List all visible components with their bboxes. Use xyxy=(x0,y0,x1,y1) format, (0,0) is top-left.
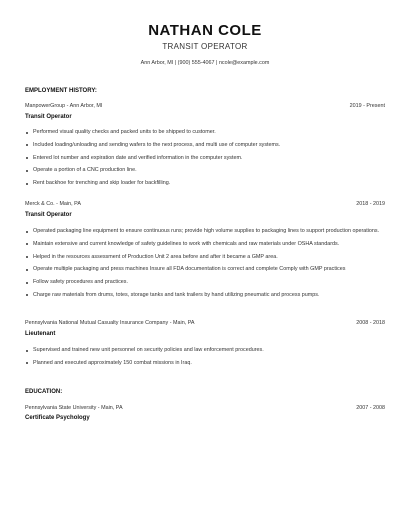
bullet-item: Operate multiple packaging and press machines Insure all FDA documentation is correct and complete Comply with GMP practices xyxy=(25,266,385,273)
candidate-name: NATHAN COLE xyxy=(148,22,262,39)
bullet-item: Maintain extensive and current knowledge of safety guidelines to work with chemicals and raw materials under OSHA standards. xyxy=(25,241,385,248)
job-role: Transit Operator xyxy=(25,212,72,218)
job-dates: 2018 - 2019 xyxy=(356,201,385,207)
job-bullets xyxy=(25,129,385,193)
degree: Certificate Psychology xyxy=(25,415,90,421)
job-bullets xyxy=(25,228,385,305)
job-role: Transit Operator xyxy=(25,114,72,120)
school: Pennsylvania State University - Main, PA xyxy=(25,405,123,411)
employment-heading: EMPLOYMENT HISTORY: xyxy=(25,88,97,94)
bullet-item: Operated packaging line equipment to ensure continuous runs; provide high volume supplies to packaging lines to support production operations. xyxy=(25,228,385,235)
bullet-item: Planned and executed approximately 150 combat missions in Iraq. xyxy=(25,360,385,367)
job-dates: 2019 - Present xyxy=(349,103,385,109)
job-role: Lieutenant xyxy=(25,331,56,337)
bullet-item: Supervised and trained new unit personnel on security policies and law enforcement procedures. xyxy=(25,347,385,354)
bullet-item: Entered lot number and expiration date and verified information in the computer system. xyxy=(25,155,385,162)
education-dates: 2007 - 2008 xyxy=(356,405,385,411)
job-header xyxy=(25,103,385,109)
education-heading: EDUCATION: xyxy=(25,389,63,395)
job-bullets xyxy=(25,347,385,373)
bullet-item: Included loading/unloading and sending wafers to the next process, and multi use of computer systems. xyxy=(25,142,385,149)
employer: Merck & Co. - Main, PA xyxy=(25,201,81,207)
bullet-item: Charge raw materials from drums, totes, storage tanks and tank trailers by hand utilizing pneumatic and process pumps. xyxy=(25,292,385,299)
bullet-item: Rent backhoe for trenching and skip loader for backfilling. xyxy=(25,180,385,187)
contact-line: Ann Arbor, MI | (900) 555-4067 | ncole@example.com xyxy=(140,60,270,66)
employer: ManpowerGroup - Ann Arbor, MI xyxy=(25,103,103,109)
job-dates: 2008 - 2018 xyxy=(356,320,385,326)
employer: Pennsylvania National Mutual Casualty Insurance Company - Main, PA xyxy=(25,320,195,326)
bullet-item: Performed visual quality checks and packed units to be shipped to customer. xyxy=(25,129,385,136)
education-header xyxy=(25,405,385,411)
job-header xyxy=(25,320,385,326)
job-header xyxy=(25,201,385,207)
bullet-item: Follow safety procedures and practices. xyxy=(25,279,385,286)
bullet-item: Operate a portion of a CNC production line. xyxy=(25,167,385,174)
candidate-title: TRANSIT OPERATOR xyxy=(162,42,248,51)
bullet-item: Helped in the resources assessment of Production Unit 2 area before and after it became a GMP area. xyxy=(25,254,385,261)
